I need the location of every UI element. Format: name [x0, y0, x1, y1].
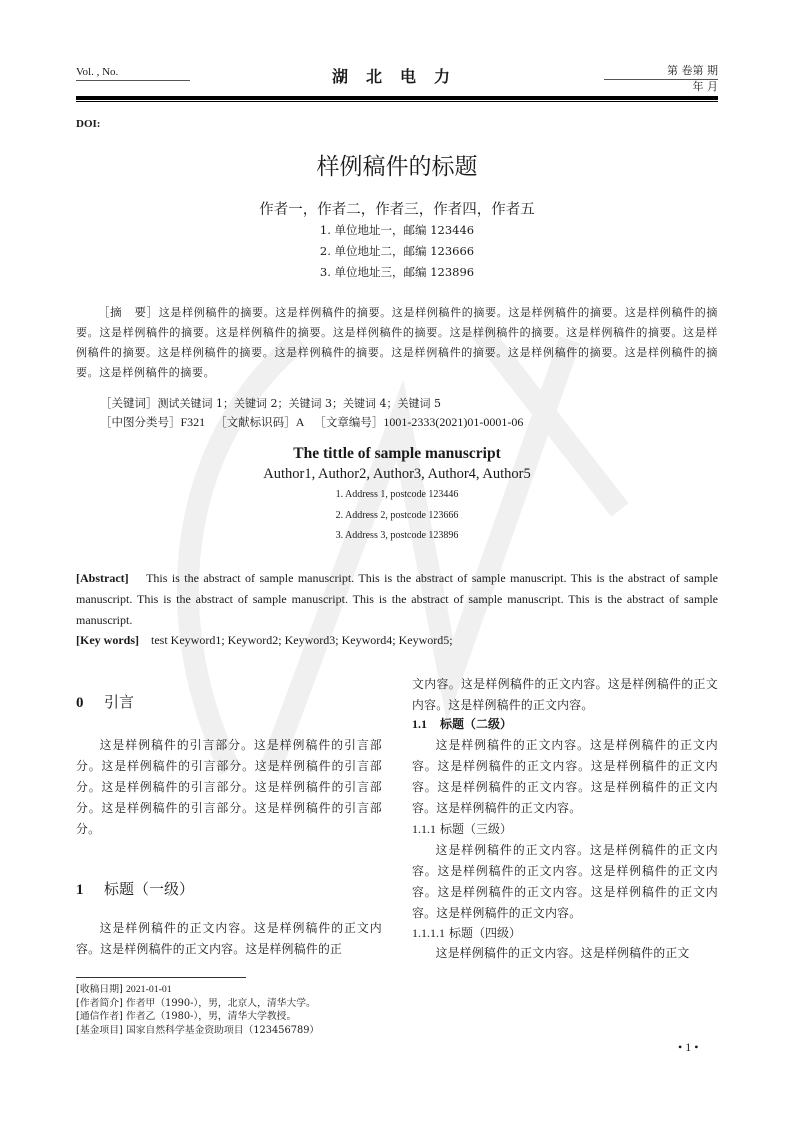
body-paragraph: 这是样例稿件的正文内容。这是样例稿件的正文内容。这是样例稿件的正文内容。这是样例稿件的正文内容。这是样例稿件的正文内容。这是样例稿件的正文内容。这是样例稿件的正文内容。	[412, 843, 718, 920]
paper-title-en: The tittle of sample manuscript	[293, 445, 501, 462]
abstract-en-label: [Abstract]	[76, 571, 129, 585]
footnote-corresponding: [通信作者] 作者乙（1980-），男，清华大学教授。	[76, 1011, 297, 1022]
doc-code-label: ［文献标识码］	[215, 415, 296, 429]
keywords-en-label: [Key words]	[76, 633, 139, 647]
footnote-funding: [基金项目] 国家自然科学基金资助项目（123456789）	[76, 1024, 320, 1036]
section-number: 0	[76, 695, 84, 711]
body-paragraph: 这是样例稿件的正文内容。这是样例稿件的正文	[435, 946, 690, 960]
issue-info	[604, 64, 718, 94]
doi-label: DOI:	[76, 118, 101, 130]
intro-paragraph: 这是样例稿件的引言部分。这是样例稿件的引言部分。这是样例稿件的引言部分。这是样例稿件的引言部分。这是样例稿件的引言部分。这是样例稿件的引言部分。这是样例稿件的引言部分。这是样例稿件的引言部分。	[76, 738, 382, 836]
classification-line	[100, 413, 523, 431]
address-cn: 3. 单位地址三，邮编 123896	[319, 265, 475, 279]
issue-label: 第 卷第 期	[604, 64, 718, 80]
paper-title-cn: 样例稿件的标题	[316, 154, 478, 180]
footnote-rule	[76, 977, 246, 978]
footnote-author-bio: [作者简介] 作者甲（1990-），男，北京人，清华大学。	[76, 997, 316, 1009]
page-number: • 1 •	[678, 1040, 699, 1054]
section-number: 1	[76, 882, 84, 898]
body-paragraph: 这是样例稿件的正文内容。这是样例稿件的正文内容。这是样例稿件的正文内容。这是样例稿件的正	[76, 921, 382, 956]
keywords-cn	[100, 394, 441, 413]
doc-code-value: A	[295, 415, 305, 429]
footnotes	[76, 983, 319, 1037]
section-heading-1-1-1	[412, 819, 718, 839]
abstract-en	[76, 568, 718, 631]
section-title: 标题（三级）	[440, 822, 513, 836]
section-heading-0	[76, 691, 382, 714]
section-number: 1.1	[412, 717, 427, 731]
header-rule-thin	[76, 101, 718, 102]
authors-cn: 作者一，作者二，作者三，作者四，作者五	[259, 202, 535, 218]
keywords-cn-text: 测试关键词 1；关键词 2；关键词 3；关键词 4；关键词 5	[157, 397, 441, 410]
address-en: 2. Address 2, postcode 123666	[335, 510, 459, 521]
abstract-cn-label: ［摘 要］	[98, 305, 159, 319]
footnote-received: [收稿日期] 2021-01-01	[76, 984, 172, 995]
body-paragraph-continued: 文内容。这是样例稿件的正文内容。这是样例稿件的正文内容。这是样例稿件的正文内容。	[412, 677, 718, 712]
body-paragraph: 这是样例稿件的正文内容。这是样例稿件的正文内容。这是样例稿件的正文内容。这是样例稿件的正文内容。这是样例稿件的正文内容。这是样例稿件的正文内容。这是样例稿件的正文内容。	[412, 738, 718, 815]
section-title: 标题（二级）	[440, 717, 513, 731]
abstract-en-text: This is the abstract of sample manuscript. This is the abstract of sample manuscript. This is the abstract of sample manuscript. This is the abstract of sample manuscript. This is the abstract of sample manuscript. This is the abstract of sample manuscript.	[76, 571, 718, 627]
keywords-cn-label: ［关键词］	[100, 396, 158, 410]
section-heading-1	[76, 878, 382, 901]
section-number: 1.1.1.1	[412, 926, 445, 940]
clc-value: F321	[180, 415, 206, 429]
volume-number: Vol. , No.	[76, 66, 190, 81]
article-no-value: 1001-2333(2021)01-0001-06	[383, 415, 524, 429]
header-rule-thick	[76, 96, 718, 100]
authors-en: Author1, Author2, Author3, Author4, Author5	[263, 466, 531, 482]
address-cn: 1. 单位地址一，邮编 123446	[319, 223, 475, 237]
address-en: 1. Address 1, postcode 123446	[335, 489, 459, 500]
journal-name: 湖北电力	[331, 67, 468, 86]
address-en: 3. Address 3, postcode 123896	[335, 530, 459, 541]
clc-label: ［中图分类号］	[100, 415, 181, 429]
abstract-cn	[76, 302, 718, 383]
article-no-label: ［文章编号］	[314, 415, 384, 429]
section-heading-1-1	[412, 714, 718, 734]
section-title: 引言	[104, 693, 135, 711]
section-heading-1-1-1-1	[412, 923, 718, 943]
keywords-en	[76, 631, 453, 649]
date-label: 年 月	[692, 80, 718, 93]
section-number: 1.1.1	[412, 822, 436, 836]
keywords-en-text: test Keyword1; Keyword2; Keyword3; Keyword4; Keyword5;	[151, 633, 453, 647]
section-title: 标题（一级）	[104, 880, 195, 898]
address-cn: 2. 单位地址二，邮编 123666	[319, 244, 475, 258]
abstract-cn-text: 这是样例稿件的摘要。这是样例稿件的摘要。这是样例稿件的摘要。这是样例稿件的摘要。这是样例稿件的摘要。这是样例稿件的摘要。这是样例稿件的摘要。这是样例稿件的摘要。这是样例稿件的摘要。这是样例稿件的摘要。这是样例稿件的摘要。这是样例稿件的摘要。这是样例稿件的摘要。这是样例稿件的摘要。这是样例稿件的摘要。这是样例稿件的摘要。这是样例稿件的摘要。	[76, 306, 719, 379]
section-title: 标题（四级）	[449, 926, 522, 940]
